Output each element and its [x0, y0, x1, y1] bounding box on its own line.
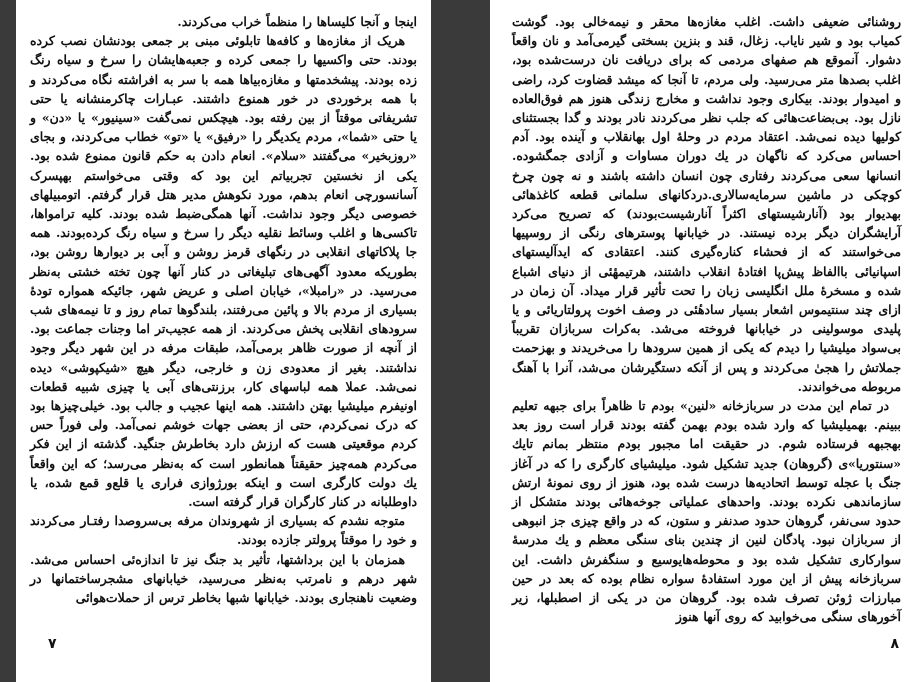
paragraph: اینجا و آنجا کلیساها را منظماً خراب می‌کردند. — [177, 14, 417, 29]
paragraph: همزمان با این برداشتها، تأثیر بد جنگ نیز تا اندازه‌ئی احساس می‌شد. شهر درهم و نامرتب به‌نظر می‌رسید، خیابانهای مشجرساختمانها در وضعیت ناهنجاری بودند. خیابانها شبها بخاطر ترس از حملات‌هوائی — [30, 551, 417, 606]
right-page — [490, 0, 921, 682]
paragraph: روشنائی ضعیفی داشت. اغلب مغازه‌ها محقر و نیمه‌خالی بود. گوشت کمیاب بود و شیر نایاب. زغال، قند و بنزین بسختی گیرمی‌آمد و نان واقعاً دشوار. آنموقع هم صفهای مردمی که برای دریافت نان درست‌شده بود، اغلب بصدها متر می‌رسید. ولی مردم، تا آنجا که میشد قضاوت کرد، راضی و امیدوار بودند. بیکاری وجود نداشت و مخارج زندگی هنوز هم فوق‌العاده نازل بود. بی‌بضاعت‌هائی که جلب نظر می‌کردند نادر بودند و گدا بجستثنای کولیها دیده نمی‌شد. اعتقاد مردم در وحلهٔ اول بهانقلاب و آینده بود. آدم احساس می‌کرد که ناگهان در یك دوران مساوات و آزادی جمگشوده. انسانها سعی می‌کردند رفتاری چون انسان داشته باشند و نه چون چرخ کوچکی در ماشین سرمایه‌سالاری.دردکانهای سلمانی قطعه کاغذهائی بهدیوار بود (آنارشیستهای اکثراً آنارشیست‌بودند) که تصریح می‌کرد آرایشگران دیگر برده نیستند. در خیابانها پوسترهای رنگی از روسپیها می‌خواستند که از فحشاء کناره‌گیری کنند. اعتقادی که ایدآلیستهای اسپانیائی باالفاظ پیش‌پا افتادهٔ انقلاب داشتند، هرتیمهٔئی از دنیای اشباع شده و مسخرهٔ ملل انگلیسی زبان را تحت تأثیر قرار میداد. آن زمان در ازای چند سنتیموس اشعار بسیار سادهٔئی در وصف اخوت پرولتاریائی و یا پلیدی موسولینی در خیابانها فروخته می‌شد. به‌کرات سربازان تقریباً بی‌سواد میلیشیا را دیدم که یکی از همین سرودها را می‌خریدند و بهزحمت جملاتش را هجیٰ می‌کردند و پس از آنکه دستگیرشان می‌شد، آنرا با آهنگ مربوطه می‌خواندند. — [512, 14, 901, 394]
page-number: ۷ — [48, 636, 57, 652]
left-page — [16, 0, 431, 682]
right-page-text — [512, 12, 901, 627]
book-gutter — [448, 0, 466, 682]
left-page-text — [30, 12, 417, 607]
page-number: ۸ — [890, 636, 899, 652]
paragraph: متوجه نشدم که بسیاری از شهروندان مرفه بی‌سروصدا رفتـار می‌کردند و خود را موقتاً پرولتر جازده بودند. — [30, 513, 417, 548]
paragraph: در تمام این مدت در سربازخانه «لنین» بودم تا ظاهراً برای جبهه تعلیم ببینم. بهمیلیشیا که وارد شده بودم بهمن گفته بودند قرار است روز بعد بهجبهه فرستاده شوم. در حقیقت اما مجبور بودم منتظر بمانم تایك «سنتوریا»ی (گروهان) جدید تشکیل شود. میلیشیای کارگری را که در آغاز جنگ با عجله توسط اتحادیه‌ها درست شده بود، هنوز از روی نمونهٔ ارتش سازماندهی نکرده بودند. واحدهای عملیاتی جوخه‌هائی بودند متشکل از حدود سی‌نفر، گروهان حدود صدنفر و ستون، که در واقع چیزی جز انبوهی از سربازان نبود. پادگان لنین از چندین بنای سنگی معظم و یك مدرسهٔ سوارکاری تشکیل شده بود و محوطه‌هایوسیع و سنگفرش داشت. این سربازخانه پیش از این مورد استفادهٔ سواره نظام بوده که بعد در حین مبارزات ژوئن تصرف شده بود. گروهان من در یکی از اصطبلها، زیر آخورهای سنگی می‌خوابید که روی آنها هنوز — [512, 398, 901, 625]
paragraph: هریک از مغازه‌ها و کافه‌ها تابلوئی مبنی بر جمعی بودنشان نصب کرده بودند. حتی واکسیها را جمعی کرده و جعبه‌هایشان را سرخ و سیاه رنگ زده بودند. پیشخدمتها و مغازه‌بیاها همه با سر به افراشته نگاه می‌کردند و با همه برخوردی در خور همنوع داشتند. عبـارات چاکرمنشانه یا حتی تشریفاتی موقتاً از بین رفته بود. هیچکس نمی‌گفت «سینیور» یا «دن» و یا حتی «شما»، مردم یکدیگر را «رفیق» یا «تو» خطاب می‌کردند، و بجای «روزبخیر» می‌گفتند «سلام». انعام دادن به حکم قانون ممنوع شده بود. یکی از نخستین تجربیاتم این بود که وقتی می‌خواستم بهپسرک آسانسورچی انعام بدهم، مورد نکوهش مدیر هتل قرار گرفتم. اتومبیلهای خصوصی دیگر وجود نداشت. آنها همگی‌ضبط شده بودند. کلیه ترامواها، تاکسی‌ها و اغلب وسائط نقلیه دیگر را سرخ و سیاه رنگ کرده‌بودند. همه جا پلاکاتهای انقلابی در رنگهای قرمز روشن و آبی بر دیوارها روشن بود، بطوریکه معدود آگهی‌های تبلیغاتی در کنار آنها چون تخته خشتی به‌نظر می‌رسید. در «رامبلا»، خیابان اصلی و عریض شهر، جائیکه همواره تودهٔ بسیاری از مردم بالا و پائین می‌رفتند، بلندگوها تمام روز و تا نیمه‌های شب سرودهای انقلابی پخش می‌کردند. از همه عجیب‌تر اما وجنات جماعت بود. از آنچه از صورت ظاهر برمی‌آمد، طبقات مرفه در این شهر دیگر وجود نداشتند. بغیر از معدودی زن و خارجی، دیگر هیچ «شیکپوشی» دیده نمی‌شد. عملا همه لباسهای کار، برزنتی‌های آبی یا چیزی شبیه قطعات اونیفرم میلیشیا بهتن داشتند. همه اینها عجیب و جالب بود. خیلی‌چیزها بود که درک نمی‌کردم، حتی از بعضی جهات خوشم نمی‌آمد. ولی فوراً حس کردم موقعیتی هست که ارزش دارد بخاطرش جنگید. گذشته از این فکر می‌کردم همه‌چیز حقیقتاً همانطور است که به‌نظر می‌رسد؛ که این واقعاً یك دولت کارگری است و اینکه بورژوازی فراری یا قلع‌و قمع شده، یا داوطلبانه در کنار کارگران قرار گرفته است. — [30, 33, 417, 510]
